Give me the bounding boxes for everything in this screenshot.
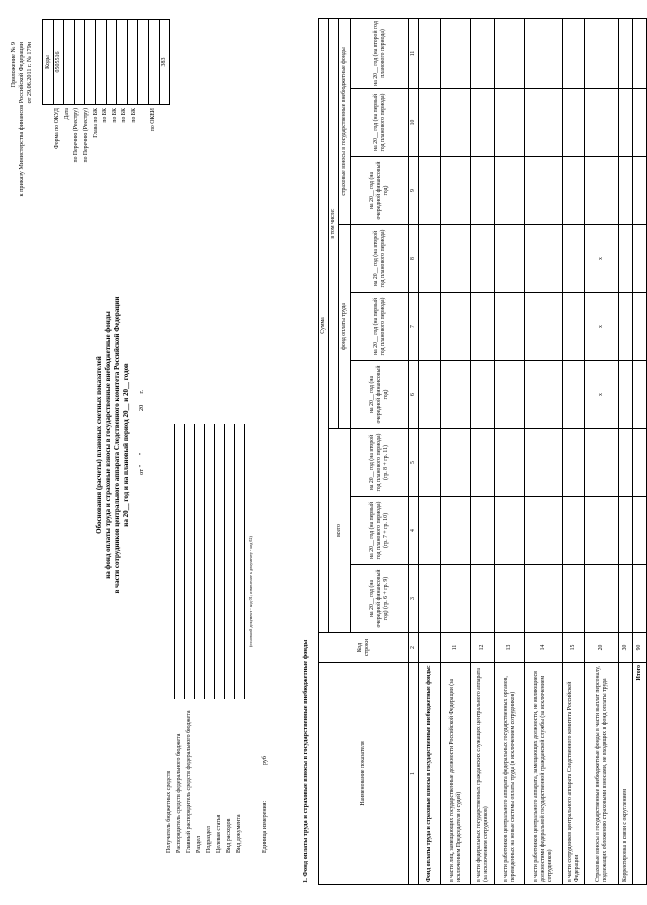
table-body [419,18,647,884]
row-code: 14 [525,633,563,663]
fill-line [244,424,245,699]
code-label: Дата [64,108,70,120]
value-cell[interactable] [471,293,495,361]
fill-line [234,424,235,699]
value-cell[interactable] [419,497,441,565]
header-year: на 20__ год (на второй год планового периода) [351,18,409,88]
column-number: 3 [409,565,419,633]
value-cell[interactable] [441,497,471,565]
row-indicator-name: Итого [633,663,647,885]
code-okei-value: 383 [159,20,170,105]
value-cell[interactable] [471,361,495,429]
value-cell[interactable] [419,293,441,361]
header-year: на 20__ год (на второй год планового периода) [351,225,409,293]
table-row [525,18,563,884]
value-cell[interactable] [471,157,495,225]
code-cell [64,20,75,105]
value-cell[interactable] [633,18,647,88]
value-cell[interactable] [471,89,495,157]
value-cell[interactable] [495,361,525,429]
table-row [441,18,471,884]
value-cell[interactable] [633,565,647,633]
table-row [495,18,525,884]
code-label: Форма по ОКУД [54,108,60,149]
value-cell[interactable] [585,89,619,157]
value-cell[interactable] [495,293,525,361]
value-cell[interactable] [585,429,619,497]
participant-label: Подраздел [206,826,212,853]
value-cell[interactable] [525,293,563,361]
header-insurance: страховые взносы в государственные внебюджетные фонды [339,18,351,224]
row-code: 13 [495,633,525,663]
header-indicator-name: Наименование показателя [319,663,409,885]
code-cell [85,20,96,105]
table-row [419,18,441,884]
value-cell[interactable] [619,18,633,88]
value-cell[interactable] [619,497,633,565]
value-cell[interactable] [525,361,563,429]
codes-header: Коды [43,20,54,105]
form-title-line-3: в части сотрудников центрального аппарата Следственного комитета Российской Федерации [113,296,121,594]
row-code: 11 [441,633,471,663]
participant-label: Получатель бюджетных средств [166,770,172,853]
value-cell[interactable] [495,89,525,157]
value-cell[interactable] [441,157,471,225]
participant-label: Распорядитель средств федерального бюджета [176,733,182,853]
value-cell[interactable] [563,157,585,225]
value-cell[interactable]: x [585,225,619,293]
value-cell[interactable] [525,18,563,88]
value-cell[interactable] [525,89,563,157]
row-code: 12 [471,633,495,663]
value-cell[interactable] [633,157,647,225]
column-number: 8 [409,225,419,293]
value-cell[interactable] [471,18,495,88]
participant-label: Главный распорядитель средств федерального бюджета [186,710,192,853]
value-cell[interactable] [471,429,495,497]
value-cell[interactable] [563,565,585,633]
value-cell[interactable] [419,225,441,293]
value-cell[interactable] [525,497,563,565]
value-cell[interactable] [563,429,585,497]
value-cell[interactable] [495,225,525,293]
value-cell[interactable] [619,89,633,157]
value-cell[interactable] [419,18,441,88]
value-cell[interactable] [441,18,471,88]
fill-line [224,424,225,699]
participant-label: Вид расходов [226,818,232,853]
fill-line [214,424,215,699]
header-including: в том числе: [329,18,339,428]
header-total: всего [329,429,351,633]
value-cell[interactable] [633,225,647,293]
column-number: 10 [409,89,419,157]
value-cell[interactable] [525,225,563,293]
code-cell [127,20,138,105]
header-year: на 20__ год (на первый год планового периода) [351,89,409,157]
participant-label: Целевая статья [216,814,222,853]
header-year: на 20__ год (на очередной финансовый год) (гр. 6 + гр. 9) [351,565,409,633]
row-code: 20 [585,633,619,663]
value-cell[interactable] [633,497,647,565]
value-cell[interactable] [525,429,563,497]
value-cell[interactable] [585,497,619,565]
section-title: 1. Фонд оплаты труда и страховые взносы в государственные внебюджетные фонды [302,639,309,883]
value-cell[interactable] [419,565,441,633]
value-cell[interactable] [585,157,619,225]
value-cell[interactable] [563,293,585,361]
order-date: от 29.06.2011 г. № 179н [26,42,33,104]
row-code: 15 [563,633,585,663]
value-cell[interactable] [441,293,471,361]
code-cell [138,20,149,105]
code-label: по БК [112,108,118,123]
value-cell[interactable] [633,429,647,497]
value-cell[interactable] [563,497,585,565]
code-cell [148,20,159,105]
value-cell[interactable] [419,361,441,429]
participant-label: Вид документа [236,814,242,853]
code-label: по БК [121,108,127,123]
row-code [419,633,441,663]
row-indicator-name: в части работников центрального аппарата, замещающих должности, не являющиеся должностями федеральной государственной гражданской службы (за исключением сотрудников) [525,663,563,885]
value-cell[interactable] [441,361,471,429]
value-cell[interactable] [441,225,471,293]
column-number: 11 [409,18,419,88]
unit-label: Единица измерения: [262,800,268,853]
value-cell[interactable] [419,157,441,225]
form-title-line-2: на фонд оплаты труда и страховые взносы в государственные внебюджетные фонды [104,311,112,579]
value-cell[interactable] [585,18,619,88]
row-indicator-name: Страховые взносы в государственные внебюджетные фонды в части выплат персоналу, подлежащих обложению страховыми взносами, не входящих в фонд оплаты труда [585,663,619,885]
value-cell[interactable] [419,89,441,157]
value-cell[interactable] [419,429,441,497]
code-label: по Перечню (Реестру) [73,108,79,163]
value-cell[interactable] [585,565,619,633]
header-year: на 20__ год (на первый год планового периода) [351,293,409,361]
value-cell[interactable] [471,497,495,565]
value-cell[interactable] [525,157,563,225]
row-indicator-name: Корректировка в связи с округлением [619,663,633,885]
column-number: 5 [409,429,419,497]
table-row [585,18,619,884]
value-cell[interactable] [563,18,585,88]
code-cell [74,20,85,105]
value-cell[interactable] [441,429,471,497]
table-row [471,18,495,884]
code-label: по Перечню (Реестру) [83,108,89,163]
column-number: 2 [409,633,419,663]
value-cell[interactable] [471,565,495,633]
code-label: Глава по БК [93,108,99,138]
value-cell[interactable] [633,293,647,361]
header-year: на 20__ год (на второй год планового периода) (гр. 8 + гр. 11) [351,429,409,497]
table-row [619,18,633,884]
codes-table [42,19,170,105]
participant-label: Раздел [196,836,202,853]
fill-line [194,424,195,699]
row-code: 30 [619,633,633,663]
header-year: на 20__ год (на первый год планового периода) (гр. 7 + гр. 10) [351,497,409,565]
code-label: по БК [102,108,108,123]
value-cell[interactable] [619,429,633,497]
column-number: 7 [409,293,419,361]
table-row [633,18,647,884]
order-reference: к приказу Министерства финансов Российской Федерации [18,42,25,197]
code-cell [95,20,106,105]
header-year: на 20__ год (на очередной финансовый год) [351,361,409,429]
table-row [563,18,585,884]
value-cell[interactable] [495,157,525,225]
value-cell[interactable] [525,565,563,633]
value-cell[interactable] [495,429,525,497]
row-indicator-name: в части лиц, замещающих государственные должности Российской Федерации (за исключением Председателя и судей) [441,663,471,885]
header-row-code: Код строки [319,633,409,663]
value-cell[interactable] [619,565,633,633]
value-cell[interactable] [471,225,495,293]
value-cell[interactable] [441,89,471,157]
fill-line [174,424,175,699]
row-indicator-name: в части федеральных государственных гражданских служащих центрального аппарата (за исключением сотрудников) [471,663,495,885]
indicators-table [318,18,647,885]
document-type-note: (основной документ - код 01; изменение к документу - код 02) [248,536,253,647]
header-wage-fund: фонд оплаты труда [339,225,351,429]
row-indicator-name: Фонд оплаты труда и страховые взносы в государственные внебюджетные фонды: [419,663,441,885]
row-indicator-name: в части сотрудников центрального аппарата Следственного комитета Российской Федерации [563,663,585,885]
value-cell[interactable] [619,361,633,429]
column-number: 9 [409,157,419,225]
unit-value: руб [262,756,268,765]
row-indicator-name: в части работников центрального аппарата федеральных государственных органов, переведенных на новые системы оплаты труда (в исключением сотрудников) [495,663,525,885]
code-form-value: 0505516 [53,20,64,105]
code-label: по БК [131,108,137,123]
code-label: по ОКЕИ [150,108,156,132]
value-cell[interactable]: x [585,361,619,429]
value-cell[interactable] [619,157,633,225]
value-cell[interactable] [495,18,525,88]
fill-line [184,424,185,699]
value-cell[interactable] [563,225,585,293]
code-cell [117,20,128,105]
column-number: 4 [409,497,419,565]
value-cell[interactable] [633,361,647,429]
value-cell[interactable]: x [585,293,619,361]
value-cell[interactable] [633,89,647,157]
form-date-line: от " " 20 г. [138,390,145,475]
value-cell[interactable] [495,497,525,565]
fill-line [204,424,205,699]
column-number: 1 [409,663,419,885]
row-code: 90 [633,633,647,663]
header-year: на 20__ год (на очередной финансовый год) [351,157,409,225]
header-sum: Сумма [319,18,329,632]
appendix-title: Приложение № 9 [10,42,17,88]
value-cell[interactable] [563,89,585,157]
column-number: 6 [409,361,419,429]
value-cell[interactable] [495,565,525,633]
form-title-line-1: Обоснования (расчеты) плановых сметных показателей [95,356,103,534]
value-cell[interactable] [619,293,633,361]
value-cell[interactable] [563,361,585,429]
value-cell[interactable] [619,225,633,293]
code-cell [106,20,117,105]
form-title-line-4: на 20__ год и на плановый период 20__ и 20__ годов [122,363,130,527]
value-cell[interactable] [441,565,471,633]
